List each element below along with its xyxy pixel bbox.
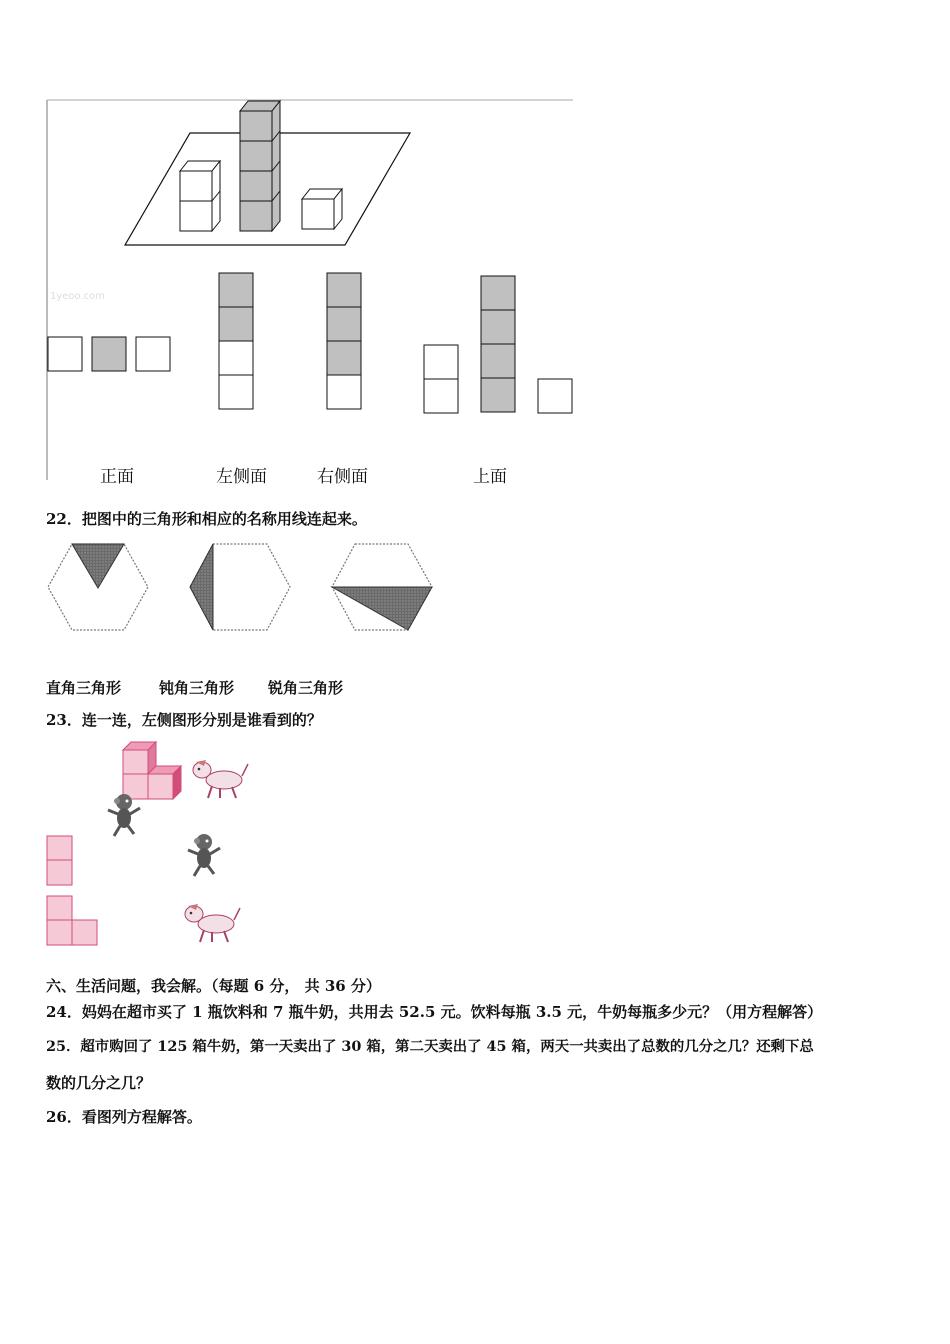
view-option-l-shape xyxy=(47,896,97,945)
view-option-tall xyxy=(47,836,72,885)
triangle-hexagons-figure xyxy=(0,540,440,640)
label-left-view: 左侧面 xyxy=(216,467,267,487)
view-top xyxy=(424,276,572,413)
pink-block-group xyxy=(123,742,181,799)
question-23: 23．连一连，左侧图形分别是谁看到的？ xyxy=(46,711,322,729)
question-25-line2: 数的几分之几？ xyxy=(46,1074,152,1092)
view-right-side xyxy=(327,273,361,409)
monkey-answer-icon xyxy=(188,834,220,876)
hexagon-2 xyxy=(190,544,290,630)
view-front xyxy=(48,337,170,371)
label-front-view: 正面 xyxy=(100,467,134,487)
question-22: 22．把图中的三角形和相应的名称用线连起来。 xyxy=(46,510,367,528)
triangle-2 xyxy=(190,544,213,630)
name-right-triangle: 直角三角形 xyxy=(46,679,122,697)
dog-icon xyxy=(193,760,248,798)
name-obtuse-triangle: 钝角三角形 xyxy=(159,679,235,697)
label-top-view: 上面 xyxy=(473,467,507,487)
question-24: 24．妈妈在超市买了 1 瓶饮料和 7 瓶牛奶，共用去 52.5 元。饮料每瓶 3.5 元，牛奶每瓶多少元？（用方程解答） xyxy=(46,1003,823,1021)
question-25-line1: 25．超市购回了 125 箱牛奶，第一天卖出了 30 箱，第二天卖出了 45 箱，两天一共卖出了总数的几分之几？还剩下总 xyxy=(46,1038,814,1055)
hexagon-3 xyxy=(332,544,432,630)
name-acute-triangle: 锐角三角形 xyxy=(268,679,344,697)
cube-stack-left xyxy=(180,161,220,231)
question-26: 26．看图列方程解答。 xyxy=(46,1108,202,1126)
view-left-side xyxy=(219,273,253,409)
hexagon-1 xyxy=(48,544,148,630)
monkey-icon xyxy=(108,794,140,836)
section-6-title: 六、生活问题，我会解。（每题 6 分， 共 36 分） xyxy=(46,977,381,995)
viewers-figure xyxy=(40,738,300,958)
dog-answer-icon xyxy=(185,904,240,942)
cube-single-right xyxy=(302,189,342,229)
cube-stack-middle xyxy=(240,101,280,231)
label-right-view: 右侧面 xyxy=(317,467,368,487)
watermark: 1yeoo.com xyxy=(50,291,106,302)
